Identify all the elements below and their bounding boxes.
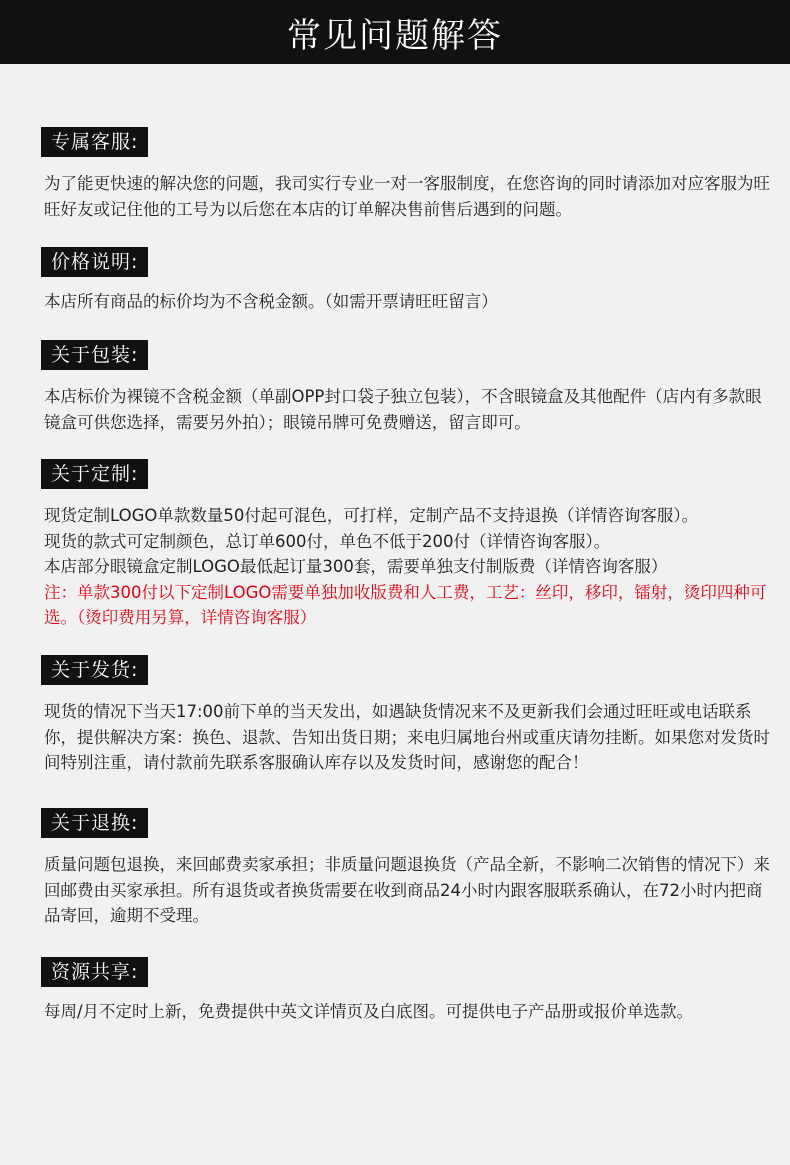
section-text: 本店所有商品的标价均为不含税金额。（如需开票请旺旺留言）	[44, 292, 498, 311]
section-text: 质量问题包退换，来回邮费卖家承担；非质量问题退换货（产品全新，不影响二次销售的情况下）来回邮费由买家承担。所有退货或者换货需要在收到商品24小时内跟客服联系确认，在72小时内把商品寄回，逾期不受理。	[44, 855, 770, 925]
section-title: 资源共享:	[41, 957, 148, 987]
section-text: 每周/月不定时上新，免费提供中英文详情页及白底图。可提供电子产品册或报价单选款。	[44, 1002, 694, 1021]
section-title: 关于发货:	[41, 655, 148, 685]
page-title: 常见问题解答	[287, 15, 503, 56]
section-title: 专属客服:	[41, 127, 148, 157]
section-text: 本店标价为裸镜不含税金额（单副OPP封口袋子独立包装），不含眼镜盒及其他配件（店内有多款眼镜盒可供您选择，需要另外拍）；眼镜吊牌可免费赠送，留言即可。	[44, 387, 762, 432]
section-title: 价格说明:	[41, 247, 148, 277]
section-text: 现货定制LOGO单款数量50付起可混色，可打样，定制产品不支持退换（详情咨询客服）。 现货的款式可定制颜色，总订单600付，单色不低于200付（详情咨询客服）。 本店部分眼镜盒定制LOGO最低起订量300套，需要单独支付制版费（详情咨询客服） 注：单款300付以下定制LOGO需要单独加收版费和人工费，工艺：丝印，移印，镭射，烫印四种可选。（烫印费用另算，详情咨询客服）	[44, 503, 774, 631]
custom-note: 注：单款300付以下定制LOGO需要单独加收版费和人工费，工艺：丝印，移印，镭射，烫印四种可选。（烫印费用另算，详情咨询客服）	[44, 582, 767, 627]
section-title: 关于定制:	[41, 459, 148, 489]
section-title: 关于退换:	[41, 808, 148, 838]
section-text: 现货的情况下当天17:00前下单的当天发出，如遇缺货情况来不及更新我们会通过旺旺或电话联系你，提供解决方案：换色、退款、告知出货日期；来电归属地台州或重庆请勿挂断。如果您对发货时间特别注重，请付款前先联系客服确认库存以及发货时间，感谢您的配合！	[44, 702, 770, 772]
section-text: 为了能更快速的解决您的问题，我司实行专业一对一客服制度，在您咨询的同时请添加对应客服为旺旺好友或记住他的工号为以后您在本店的订单解决售前售后遇到的问题。	[44, 174, 770, 219]
page-header	[0, 0, 790, 64]
section-title: 关于包装:	[41, 340, 148, 370]
